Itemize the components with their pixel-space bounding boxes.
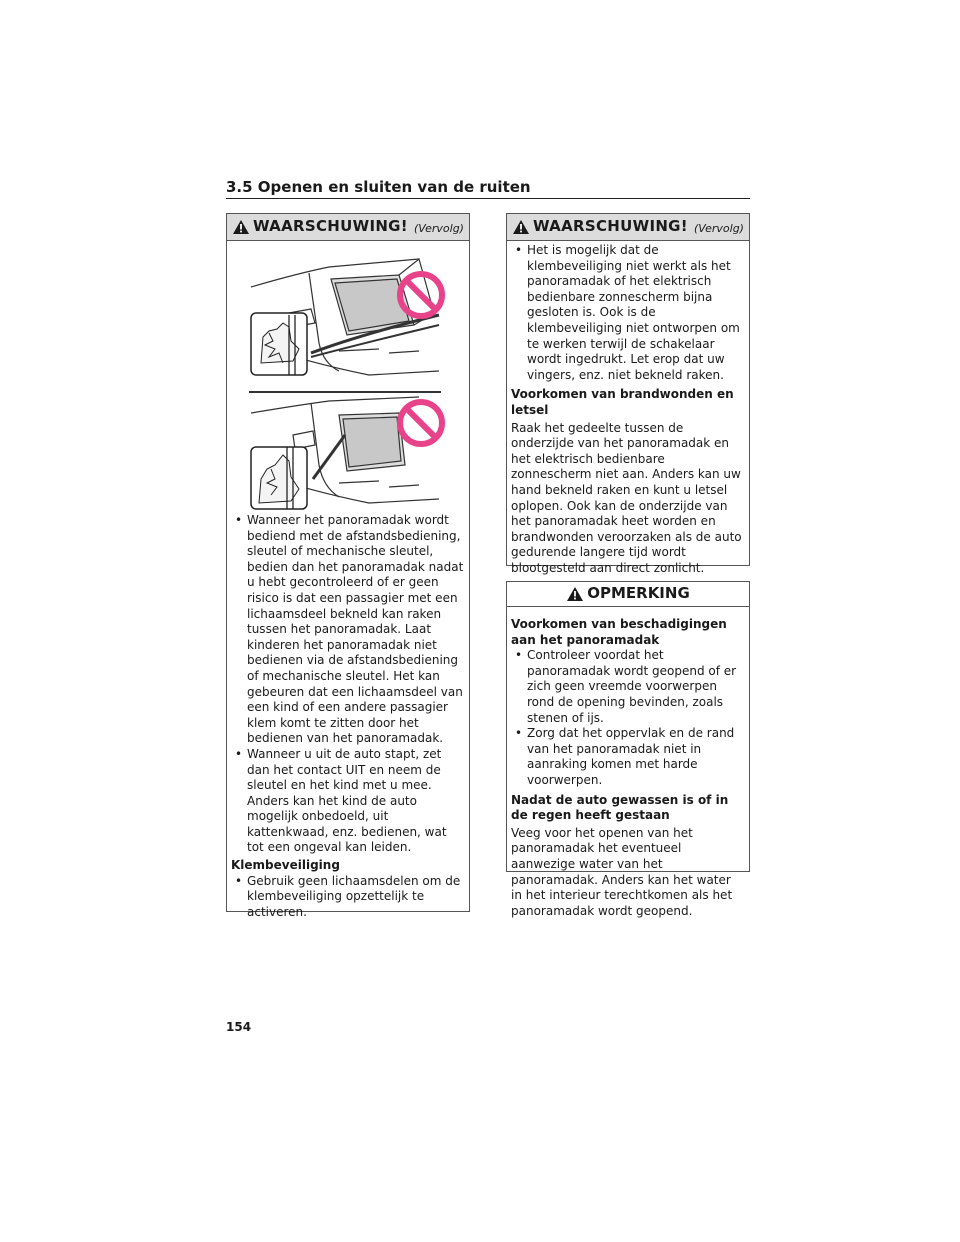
- prohibition-icon: [400, 402, 442, 444]
- list-item: • Het is mogelijk dat de klembeveiliging niet werkt als het panoramadak of het elektrisch bedienbare zonnescherm bijna gesloten is. Ook is de klembeveiliging niet ontworpen om te werken terwijl de schakelaar wordt ingedrukt. Let erop dat uw vingers, enz. niet bekneld raken.: [511, 243, 745, 383]
- notice-bullet-list: [511, 648, 745, 788]
- illustration-area: [227, 241, 469, 513]
- warning-bullet-list: [511, 243, 745, 383]
- list-item: • Controleer voordat het panoramadak wordt geopend of er zich geen vreemde voorwerpen rond de opening bevinden, zoals stenen of ijs.: [511, 648, 745, 726]
- notice-body: [507, 607, 749, 919]
- warning-header: [507, 214, 749, 241]
- warning-body: [507, 241, 749, 576]
- warning-bullet-list: [231, 513, 465, 856]
- list-item: • Zorg dat het oppervlak en de rand van het panoramadak niet in aanraking komen met harde voorwerpen.: [511, 726, 745, 788]
- subsection-text: Raak het gedeelte tussen de onderzijde van het panoramadak en het elektrisch bedienbare zonnescherm niet aan. Anders kan uw hand bekneld raken en kunt u letsel oplopen. Ook kan de onderzijde van het panoramadak heet worden en brandwonden veroorzaken als de auto gedurende langere tijd wordt blootgesteld aan direct zonlicht.: [511, 420, 742, 575]
- warning-triangle-icon: [512, 219, 530, 235]
- list-item: • Wanneer u uit de auto stapt, zet dan het contact UIT en neem de sleutel en het kind met u mee. Anders kan het kind de auto mogelijk onbedoeld, uit kattenkwaad, enz. bedienen, wat tot een ongeval kan leiden.: [231, 747, 465, 856]
- panoramic-roof-hand-caught-bottom: [249, 395, 445, 513]
- notice-box: [506, 581, 750, 918]
- warning-box-right: [506, 213, 750, 575]
- subsection-bullet-list: [231, 874, 465, 921]
- list-item: • Wanneer het panoramadak wordt bediend met de afstandsbediening, sleutel of mechanische sleutel, bedien dan het panoramadak nadat u hebt gecontroleerd of er geen risico is dat een passagier met een lichaamsdeel bekneld kan raken tussen het panoramadak. Laat kinderen het panoramadak niet bedienen via de afstandsbediening of mechanische sleutel. Het kan gebeuren dat een lichaamsdeel van een kind of een andere passagier klem komt te zitten door het bedienen van het panoramadak.: [231, 513, 465, 747]
- warning-header: [227, 214, 469, 241]
- section-title: 3.5 Openen en sluiten van de ruiten: [226, 178, 531, 196]
- notice-title: OPMERKING: [587, 584, 690, 603]
- list-item: • Gebruik geen lichaamsdelen om de klembeveiliging opzettelijk te activeren.: [231, 874, 465, 921]
- warning-subtitle: (Vervolg): [693, 222, 744, 236]
- illustration-divider: [249, 391, 441, 393]
- subsection-text: Veeg voor het openen van het panoramadak het eventueel aanwezige water van het panoramadak. Anders kan het water in het interieur terechtkomen als het panoramadak wordt geopend.: [511, 825, 733, 918]
- warning-title: WAARSCHUWING!: [533, 217, 688, 236]
- warning-box-left: [226, 213, 470, 919]
- warning-subtitle: (Vervolg): [413, 222, 464, 236]
- subsection-heading: Nadat de auto gewassen is of in de regen heeft gestaan: [511, 792, 729, 823]
- warning-triangle-icon: [232, 219, 250, 235]
- subsection-heading: Voorkomen van brandwonden en letsel: [511, 387, 734, 417]
- warning-body: [227, 513, 469, 920]
- subsection-heading: Voorkomen van beschadigingen aan het panoramadak: [511, 617, 727, 647]
- prohibition-icon: [400, 274, 442, 316]
- warning-title: WAARSCHUWING!: [253, 217, 408, 236]
- notice-triangle-icon: [566, 586, 584, 602]
- notice-header: [507, 582, 749, 607]
- panoramic-roof-hand-caught-top: [249, 253, 445, 383]
- subsection-heading: Klembeveiliging: [231, 858, 340, 873]
- section-divider: [226, 198, 750, 199]
- page-number: 154: [226, 1020, 252, 1034]
